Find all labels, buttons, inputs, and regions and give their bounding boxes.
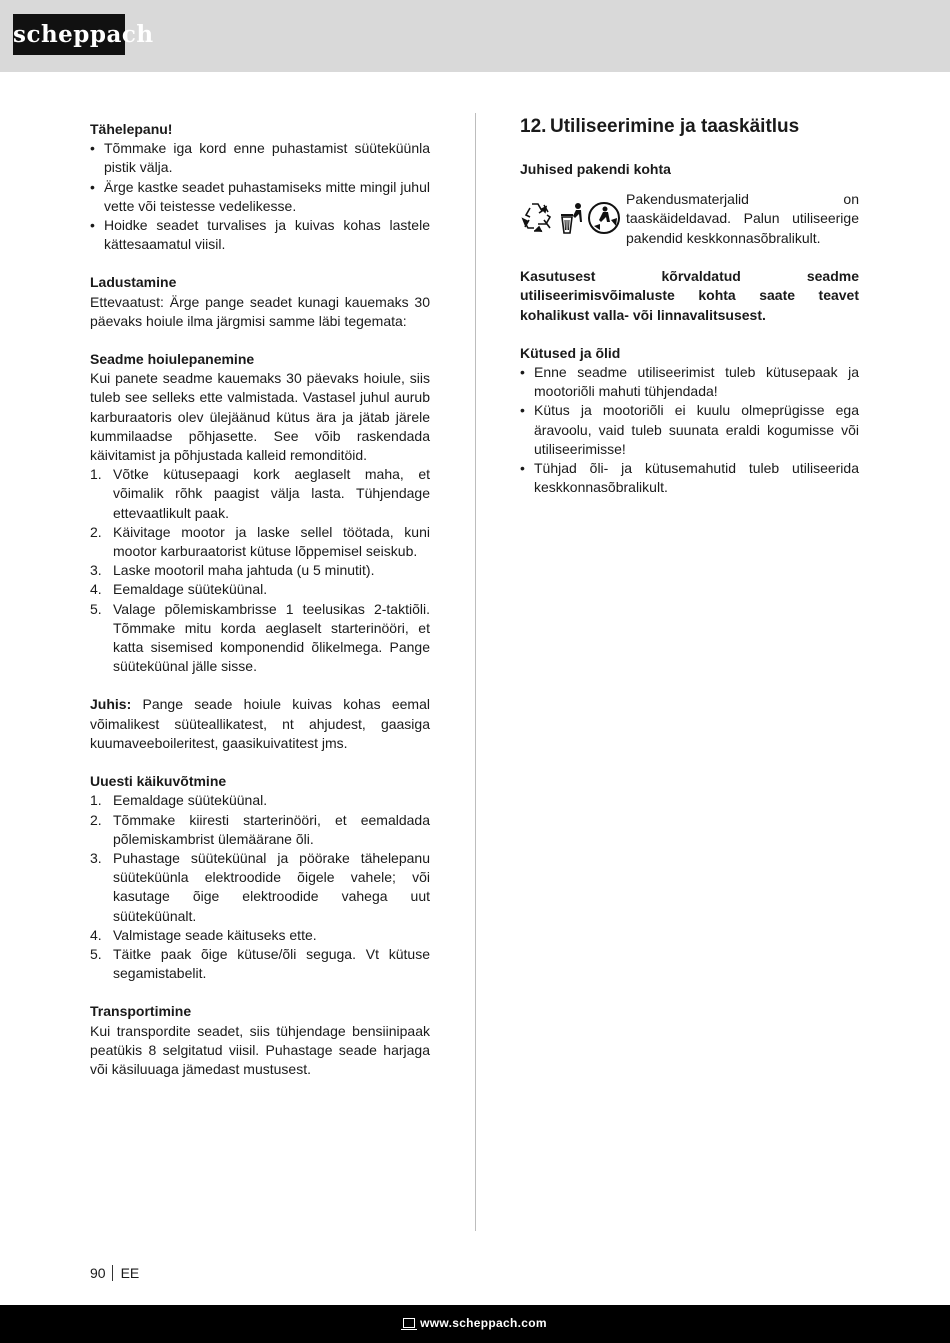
attention-list	[90, 139, 430, 254]
waste-bin-icon	[561, 203, 582, 233]
header-bar	[0, 0, 950, 72]
packaging-block	[520, 190, 859, 248]
recycling-person-icon	[589, 203, 619, 233]
storage-note: Juhis: Pange seade hoiule kuivas kohas eemal võimalikest süüteallikatest, nt ahjudest, gaasiga kuumaveeboileritest, gaasikuivatitest jms.	[90, 696, 430, 751]
bottom-bar	[0, 1305, 950, 1343]
list-item: 3. Puhastage süüteküünal ja pöörake tähelepanu süüteküünla elektroodide õigele vahele; või kasutage õige elektroodide vahega uut süüteküünalt.	[90, 849, 430, 924]
list-item: 4. Eemaldage süüteküünal.	[90, 581, 268, 598]
list-item: • Tõmmake iga kord enne puhastamist süüteküünla pistik välja.	[90, 139, 430, 177]
list-item: 5. Täitke paak õige kütuse/õli seguga. Vt kütuse segamistabelit.	[90, 945, 430, 982]
list-item: • Hoidke seadet turvalises ja kuivas kohas lastele kättesaamatul viisil.	[90, 216, 430, 254]
fuels-title: Kütused ja õlid	[520, 344, 621, 361]
website-link[interactable]: www.scheppach.com	[0, 1316, 950, 1330]
language-code: EE	[120, 1265, 140, 1281]
list-item: • Tühjad õli- ja kütusemahutid tuleb utiliseerida keskkonnasõbralikult.	[520, 459, 859, 497]
list-item: 5. Valage põlemiskambrisse 1 teelusikas 2-taktiõli. Tõmmake mitu korda aeglaselt starterinööri, et katta sisemised komponendid õlikelmega. Pange süüteküünal jälle sisse.	[90, 600, 430, 675]
restart-title: Uuesti käikuvõtmine	[90, 773, 227, 790]
putting-away-text: Kui panete seadme kauemaks 30 päevaks hoiule, siis tuleb see selleks ette valmistada. Vastasel juhul aurub karburaatoris olev ülejäänud kütus ära ja jätab järele kummilaadse põhjasette. See võib raskendada käivitamist ja põhjustada kalleid remonditöid.	[90, 370, 430, 464]
list-item: 2. Tõmmake kiiresti starterinööri, et eemaldada põlemiskambrist ülemäärane õli.	[90, 811, 430, 847]
packaging-title: Juhised pakendi kohta	[520, 161, 671, 177]
page-number: 90	[90, 1265, 106, 1281]
monitor-icon	[403, 1318, 415, 1328]
list-item: 4. Valmistage seade käituseks ette.	[90, 926, 317, 943]
list-item: 3. Laske mootoril maha jahtuda (u 5 minutit).	[90, 562, 375, 579]
transport-section	[90, 1002, 430, 1079]
packaging-icons	[520, 200, 623, 236]
list-item: • Enne seadme utiliseerimist tuleb kütusepaak ja mootoriõli mahuti tühjendada!	[520, 363, 859, 401]
transport-title: Transportimine	[90, 1003, 192, 1020]
restart-section	[90, 772, 430, 983]
packaging-text: Pakendusmaterjalid on taaskäideldavad. Palun utiliseerige pakendid keskkonnasõbralikult.	[626, 191, 859, 246]
disposal-note: Kasutusest kõrvaldatud seadme utiliseerimisvõimaluste kohta saate teavet kohalikust valla- või linnavalitsusest.	[520, 268, 859, 323]
fuels-section	[520, 344, 859, 498]
recycle-icon	[523, 204, 550, 231]
storage-section	[90, 273, 430, 331]
list-item: 1. Võtke kütusepaagi kork aeglaselt maha, et võimalik rõhk paagist välja lasta. Tühjendage ettevaatlikult paak.	[90, 466, 430, 521]
list-item: • Kütus ja mootoriõli ei kuulu olmeprügisse ega äravoolu, vaid tuleb suunata eraldi kogumisse või utiliseerimisse!	[520, 401, 859, 459]
transport-text: Kui transpordite seadet, siis tühjendage bensiinipaak peatükis 8 selgitatud viisil. Puhastage seade harjaga või käsiluuaga jämedast mustusest.	[90, 1022, 430, 1077]
list-item: 2. Käivitage mootor ja laske sellel töötada, kuni mootor karburaatorist kütuse lõppemisel seiskub.	[90, 523, 430, 560]
putting-away-section	[90, 350, 430, 676]
attention-section	[90, 120, 430, 254]
section-heading: 12. Utiliseerimine ja taaskäitlus	[520, 116, 800, 137]
brand-logo: scheppach	[13, 14, 125, 55]
right-column	[520, 116, 859, 497]
putting-away-steps	[90, 465, 430, 676]
storage-title: Ladustamine	[90, 274, 177, 291]
fuels-list	[520, 363, 859, 497]
page-footer	[90, 1264, 139, 1283]
column-divider	[475, 113, 476, 1231]
attention-title: Tähelepanu!	[90, 121, 173, 137]
storage-text: Ettevaatust: Ärge pange seadet kunagi kauemaks 30 päevaks hoiule ilma järgmisi samme läbi tegemata:	[90, 293, 430, 329]
restart-steps	[90, 791, 430, 983]
putting-away-title: Seadme hoiulepanemine	[90, 351, 255, 368]
list-item: 1. Eemaldage süüteküünal.	[90, 792, 268, 809]
left-column	[90, 120, 430, 1079]
list-item: • Ärge kastke seadet puhastamiseks mitte mingil juhul vette või teistesse vedelikesse.	[90, 178, 430, 216]
